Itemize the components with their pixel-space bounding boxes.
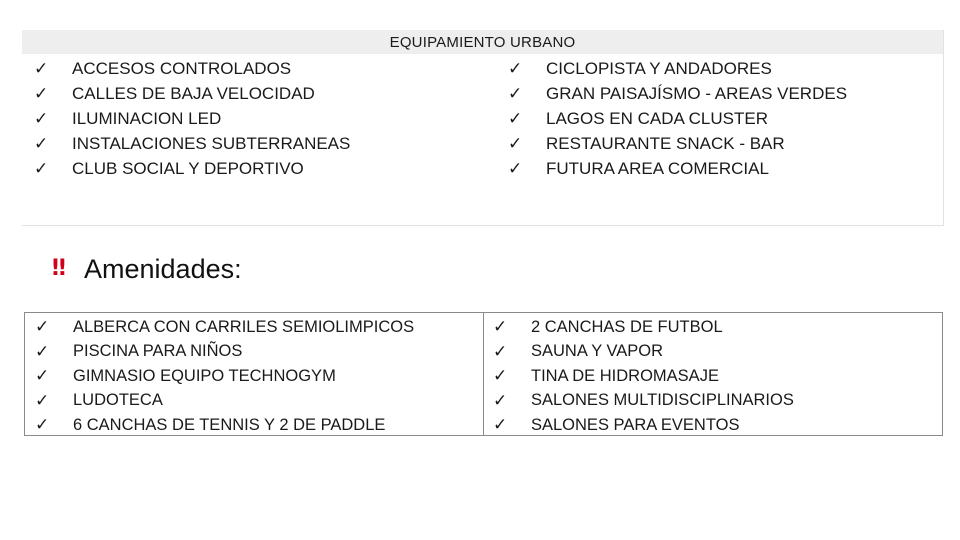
section-title: EQUIPAMIENTO URBANO	[22, 30, 943, 54]
list-item	[34, 156, 350, 181]
list-item-label: CALLES DE BAJA VELOCIDAD	[72, 83, 315, 103]
checkmark-icon: ✓	[34, 58, 49, 79]
checkmark-icon: ✓	[508, 58, 523, 79]
list-item-label: SAUNA Y VAPOR	[531, 342, 664, 361]
list-item-label: CICLOPISTA Y ANDADORES	[546, 58, 772, 78]
checkmark-icon: ✓	[35, 317, 50, 338]
equipamiento-urbano-section	[22, 30, 944, 226]
list-item-label: INSTALACIONES SUBTERRANEAS	[72, 133, 351, 153]
column-divider	[483, 313, 484, 435]
list-item-label: RESTAURANTE SNACK - BAR	[546, 133, 785, 153]
checkmark-icon: ✓	[493, 415, 508, 436]
list-item	[493, 340, 794, 365]
list-item	[493, 389, 794, 414]
checkmark-icon: ✓	[34, 83, 49, 104]
amenidades-heading: Amenidades:	[84, 254, 242, 284]
checkmark-icon: ✓	[35, 415, 50, 436]
list-item-label: TINA DE HIDROMASAJE	[531, 366, 719, 385]
list-item-label: ALBERCA CON CARRILES SEMIOLIMPICOS	[73, 317, 415, 336]
checkmark-icon: ✓	[493, 317, 508, 338]
checkmark-icon: ✓	[34, 133, 49, 154]
amenidades-left-column	[35, 315, 414, 438]
urbano-right-column	[508, 56, 847, 181]
list-item-label: LUDOTECA	[73, 391, 163, 410]
list-item-label: GIMNASIO EQUIPO TECHNOGYM	[73, 366, 336, 385]
list-item	[34, 56, 350, 81]
checkmark-icon: ✓	[34, 158, 49, 179]
list-item-label: 6 CANCHAS DE TENNIS Y 2 DE PADDLE	[73, 415, 386, 434]
list-item-label: ACCESOS CONTROLADOS	[72, 58, 292, 78]
list-item	[508, 81, 847, 106]
list-item	[493, 364, 794, 389]
list-item-label: PISCINA PARA NIÑOS	[73, 342, 243, 361]
list-item	[508, 106, 847, 131]
list-item-label: SALONES PARA EVENTOS	[531, 415, 740, 434]
checkmark-icon: ✓	[35, 366, 50, 387]
amenidades-table	[24, 312, 943, 436]
checkmark-icon: ✓	[493, 366, 508, 387]
list-item	[35, 364, 414, 389]
list-item	[493, 413, 794, 438]
double-exclamation-icon: ‼	[52, 256, 63, 281]
list-item	[34, 106, 350, 131]
checkmark-icon: ✓	[35, 390, 50, 411]
urbano-left-column	[34, 56, 350, 181]
checkmark-icon: ✓	[508, 83, 523, 104]
list-item	[34, 81, 350, 106]
list-item	[508, 56, 847, 81]
list-item-label: 2 CANCHAS DE FUTBOL	[531, 317, 723, 336]
list-item	[35, 340, 414, 365]
checkmark-icon: ✓	[493, 341, 508, 362]
list-item	[35, 315, 414, 340]
list-item	[35, 413, 414, 438]
list-item-label: ILUMINACION LED	[72, 108, 222, 128]
checkmark-icon: ✓	[493, 390, 508, 411]
list-item	[34, 131, 350, 156]
list-item-label: LAGOS EN CADA CLUSTER	[546, 108, 769, 128]
list-item-label: SALONES MULTIDISCIPLINARIOS	[531, 391, 794, 410]
checkmark-icon: ✓	[508, 133, 523, 154]
checkmark-icon: ✓	[508, 108, 523, 129]
list-item-label: FUTURA AREA COMERCIAL	[546, 158, 769, 178]
list-item	[508, 156, 847, 181]
checkmark-icon: ✓	[35, 341, 50, 362]
list-item-label: CLUB SOCIAL Y DEPORTIVO	[72, 158, 304, 178]
checkmark-icon: ✓	[508, 158, 523, 179]
list-item	[35, 389, 414, 414]
list-item-label: GRAN PAISAJÍSMO - AREAS VERDES	[546, 83, 848, 103]
urbano-list	[22, 54, 943, 204]
list-item	[493, 315, 794, 340]
list-item	[508, 131, 847, 156]
checkmark-icon: ✓	[34, 108, 49, 129]
amenidades-right-column	[493, 315, 794, 438]
